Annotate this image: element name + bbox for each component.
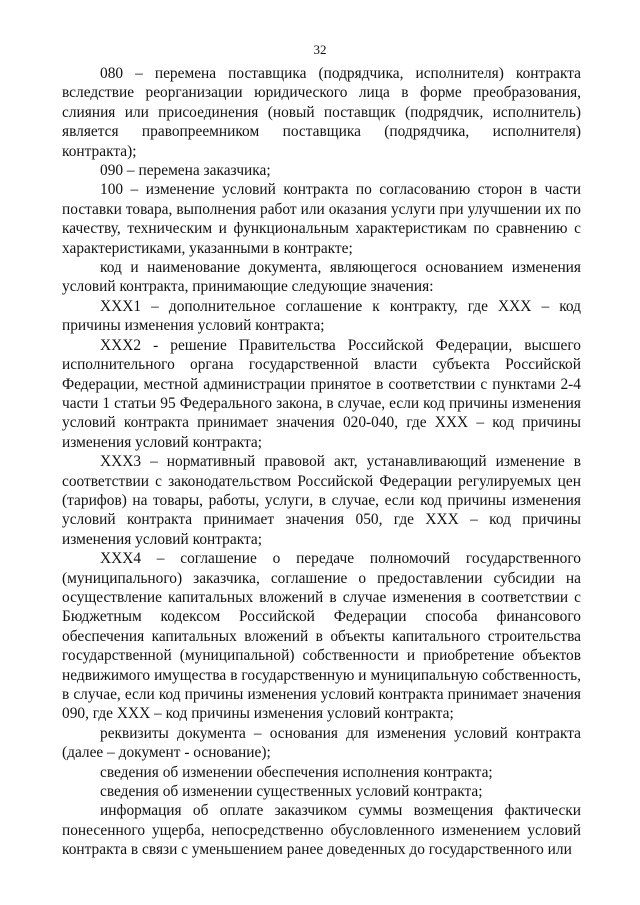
document-body: [62, 64, 581, 860]
paragraph: информация об оплате заказчиком суммы возмещения фактически понесенного ущерба, непосредственно обусловленного изменением условий контракта в связи с уменьшением ранее доведенных до государственного или: [62, 802, 581, 859]
page-number: 32: [313, 42, 327, 57]
paragraph: XXX1 – дополнительное соглашение к контракту, где XXX – код причины изменения условий контракта;: [62, 297, 581, 335]
paragraph: реквизиты документа – основания для изменения условий контракта (далее – документ - основание);: [62, 724, 581, 762]
paragraph: 080 – перемена поставщика (подрядчика, исполнителя) контракта вследствие реорганизации юридического лица в форме преобразования, слияния или присоединения (новый поставщик (подрядчик, исполнитель) является правопреемником поставщика (подрядчика, исполнителя) контракта);: [62, 65, 581, 160]
paragraph: сведения об изменении существенных условий контракта;: [100, 783, 483, 801]
paragraph: 100 – изменение условий контракта по согласованию сторон в части поставки товара, выполнения работ или оказания услуги при улучшении их по качеству, техническим и функциональным характеристикам по сравнению с характеристиками, указанными в контракте;: [62, 181, 581, 257]
paragraph: код и наименование документа, являющегося основанием изменения условий контракта, принимающие следующие значения:: [62, 259, 581, 296]
paragraph: XXX2 - решение Правительства Российской Федерации, высшего исполнительного органа государственной власти субъекта Российской Федерации, местной администрации принятое в соответствии с пунктами 2-4 части 1 статьи 95 Федерального закона, в случае, если код причины изменения условий контракта принимает значения 020-040, где XXX – код причины изменения условий контракта;: [62, 336, 581, 451]
paragraph: XXX3 – нормативный правовой акт, устанавливающий изменение в соответствии с законодательством Российской Федерации регулируемых цен (тарифов) на товары, работы, услуги, в случае, если код причины изменения условий контракта принимает значения 050, где XXX – код причины изменения условий контракта;: [62, 453, 581, 548]
paragraph: XXX4 – соглашение о передаче полномочий государственного (муниципального) заказчика, соглашение о предоставлении субсидии на осуществление капитальных вложений в случае изменения в соответствии с Бюджетным кодексом Российской Федерации способа финансового обеспечения капитальных вложений в объекты капитального строительства государственной (муниципальной) собственности и приобретение объектов недвижимого имущества в государственную и муниципальную собственность, в случае, если код причины изменения условий контракта принимает значения 090, где XXX – код причины изменения условий контракта;: [62, 550, 581, 723]
paragraph: сведения об изменении обеспечения исполнения контракта;: [100, 763, 493, 781]
paragraph: 090 – перемена заказчика;: [100, 162, 271, 180]
